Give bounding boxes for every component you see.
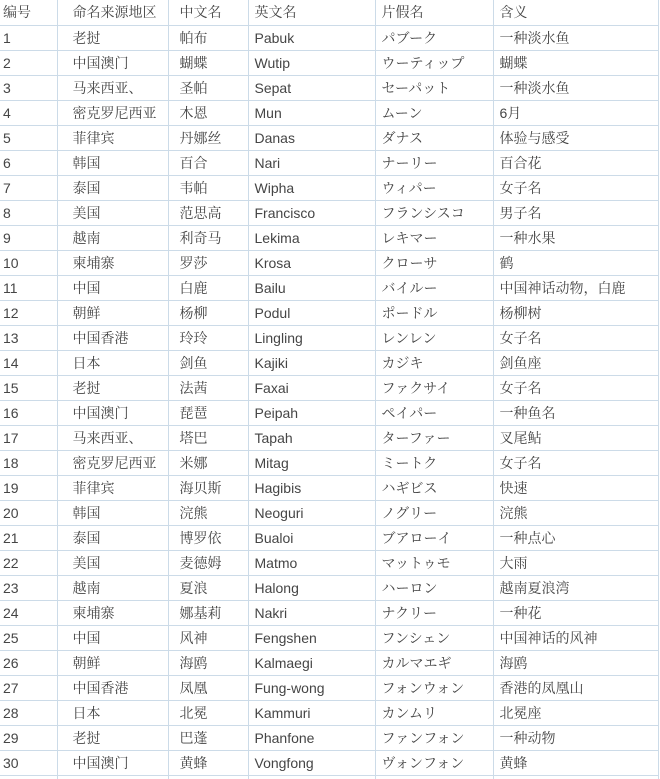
cell-region: 日本 xyxy=(57,700,168,725)
cell-en: Sepat xyxy=(248,75,375,100)
cell-meaning: 叉尾鲇 xyxy=(493,425,658,450)
cell-cn: 百合 xyxy=(168,150,248,175)
empty-cell xyxy=(248,775,375,779)
cell-meaning: 中国神话的风神 xyxy=(493,625,658,650)
cell-kana: ノグリー xyxy=(375,500,493,525)
table-row xyxy=(0,325,658,350)
table-row xyxy=(0,425,658,450)
cell-region: 美国 xyxy=(57,550,168,575)
cell-kana: ハギビス xyxy=(375,475,493,500)
column-header-no: 编号 xyxy=(0,0,57,25)
cell-meaning: 香港的凤凰山 xyxy=(493,675,658,700)
cell-cn: 浣熊 xyxy=(168,500,248,525)
cell-kana: ミートク xyxy=(375,450,493,475)
cell-no: 5 xyxy=(0,125,57,150)
table-row xyxy=(0,125,658,150)
cell-meaning: 女子名 xyxy=(493,450,658,475)
cell-kana: ダナス xyxy=(375,125,493,150)
cell-en: Vongfong xyxy=(248,750,375,775)
cell-no: 17 xyxy=(0,425,57,450)
cell-no: 21 xyxy=(0,525,57,550)
table-row xyxy=(0,150,658,175)
cell-no: 6 xyxy=(0,150,57,175)
cell-no: 13 xyxy=(0,325,57,350)
cell-region: 韩国 xyxy=(57,150,168,175)
table-row xyxy=(0,350,658,375)
cell-cn: 利奇马 xyxy=(168,225,248,250)
cell-kana: フォンウォン xyxy=(375,675,493,700)
cell-cn: 蝴蝶 xyxy=(168,50,248,75)
cell-cn: 琵琶 xyxy=(168,400,248,425)
cell-meaning: 百合花 xyxy=(493,150,658,175)
cell-meaning: 一种点心 xyxy=(493,525,658,550)
cell-meaning: 男子名 xyxy=(493,200,658,225)
cell-kana: ペイパー xyxy=(375,400,493,425)
table-row xyxy=(0,50,658,75)
cell-meaning: 女子名 xyxy=(493,375,658,400)
cell-meaning: 6月 xyxy=(493,100,658,125)
cell-meaning: 女子名 xyxy=(493,325,658,350)
cell-kana: ポードル xyxy=(375,300,493,325)
cell-en: Faxai xyxy=(248,375,375,400)
cell-en: Phanfone xyxy=(248,725,375,750)
cell-kana: フランシスコ xyxy=(375,200,493,225)
cell-cn: 丹娜丝 xyxy=(168,125,248,150)
cell-kana: ファクサイ xyxy=(375,375,493,400)
cell-kana: レキマー xyxy=(375,225,493,250)
cell-kana: ナクリー xyxy=(375,600,493,625)
cell-region: 中国 xyxy=(57,275,168,300)
cell-region: 越南 xyxy=(57,575,168,600)
cell-meaning: 快速 xyxy=(493,475,658,500)
cell-no: 25 xyxy=(0,625,57,650)
cell-meaning: 一种淡水鱼 xyxy=(493,75,658,100)
cell-kana: ナーリー xyxy=(375,150,493,175)
cell-region: 马来西亚、 xyxy=(57,75,168,100)
cell-region: 朝鲜 xyxy=(57,650,168,675)
column-header-region: 命名来源地区 xyxy=(57,0,168,25)
table-row xyxy=(0,750,658,775)
cell-region: 中国澳门 xyxy=(57,50,168,75)
cell-no: 14 xyxy=(0,350,57,375)
cell-en: Tapah xyxy=(248,425,375,450)
table-row xyxy=(0,250,658,275)
cell-cn: 罗莎 xyxy=(168,250,248,275)
cell-region: 日本 xyxy=(57,350,168,375)
cell-no: 28 xyxy=(0,700,57,725)
table-row xyxy=(0,75,658,100)
cell-cn: 法茜 xyxy=(168,375,248,400)
cell-kana: ウィパー xyxy=(375,175,493,200)
cell-no: 15 xyxy=(0,375,57,400)
cell-no: 29 xyxy=(0,725,57,750)
empty-cell xyxy=(493,775,658,779)
cell-en: Fung-wong xyxy=(248,675,375,700)
cell-region: 泰国 xyxy=(57,175,168,200)
cell-no: 30 xyxy=(0,750,57,775)
table-row xyxy=(0,675,658,700)
table-row xyxy=(0,725,658,750)
cell-en: Pabuk xyxy=(248,25,375,50)
cell-en: Hagibis xyxy=(248,475,375,500)
cell-no: 18 xyxy=(0,450,57,475)
cell-no: 20 xyxy=(0,500,57,525)
cell-no: 24 xyxy=(0,600,57,625)
cell-cn: 黄蜂 xyxy=(168,750,248,775)
cell-cn: 塔巴 xyxy=(168,425,248,450)
empty-cell xyxy=(57,775,168,779)
cell-kana: ハーロン xyxy=(375,575,493,600)
cell-kana: フンシェン xyxy=(375,625,493,650)
cell-meaning: 剑鱼座 xyxy=(493,350,658,375)
cell-en: Mun xyxy=(248,100,375,125)
cell-region: 中国 xyxy=(57,625,168,650)
cell-region: 泰国 xyxy=(57,525,168,550)
cell-no: 19 xyxy=(0,475,57,500)
cell-meaning: 一种花 xyxy=(493,600,658,625)
table-row xyxy=(0,625,658,650)
cell-region: 老挝 xyxy=(57,25,168,50)
cell-region: 马来西亚、 xyxy=(57,425,168,450)
cell-kana: カジキ xyxy=(375,350,493,375)
cell-no: 22 xyxy=(0,550,57,575)
cell-cn: 北冕 xyxy=(168,700,248,725)
header-row xyxy=(0,0,658,25)
cell-cn: 博罗依 xyxy=(168,525,248,550)
cell-en: Neoguri xyxy=(248,500,375,525)
cell-no: 26 xyxy=(0,650,57,675)
table-row xyxy=(0,650,658,675)
cell-kana: ファンフォン xyxy=(375,725,493,750)
cell-cn: 凤凰 xyxy=(168,675,248,700)
cell-cn: 夏浪 xyxy=(168,575,248,600)
cell-cn: 圣帕 xyxy=(168,75,248,100)
table-row xyxy=(0,600,658,625)
cell-en: Wipha xyxy=(248,175,375,200)
cell-meaning: 大雨 xyxy=(493,550,658,575)
column-header-cn: 中文名 xyxy=(168,0,248,25)
cell-meaning: 海鸥 xyxy=(493,650,658,675)
cell-no: 23 xyxy=(0,575,57,600)
table-row xyxy=(0,375,658,400)
cell-cn: 剑鱼 xyxy=(168,350,248,375)
cell-en: Matmo xyxy=(248,550,375,575)
cell-en: Krosa xyxy=(248,250,375,275)
cell-cn: 海鸥 xyxy=(168,650,248,675)
cell-cn: 海贝斯 xyxy=(168,475,248,500)
cell-meaning: 黄蜂 xyxy=(493,750,658,775)
cell-region: 朝鲜 xyxy=(57,300,168,325)
cell-no: 12 xyxy=(0,300,57,325)
cell-no: 7 xyxy=(0,175,57,200)
table-row xyxy=(0,225,658,250)
cell-en: Lingling xyxy=(248,325,375,350)
cell-kana: レンレン xyxy=(375,325,493,350)
partial-row xyxy=(0,775,658,779)
cell-en: Fengshen xyxy=(248,625,375,650)
cell-cn: 娜基莉 xyxy=(168,600,248,625)
table-row xyxy=(0,700,658,725)
cell-cn: 玲玲 xyxy=(168,325,248,350)
column-header-en: 英文名 xyxy=(248,0,375,25)
cell-en: Bualoi xyxy=(248,525,375,550)
cell-en: Kalmaegi xyxy=(248,650,375,675)
cell-en: Nari xyxy=(248,150,375,175)
cell-kana: カルマエギ xyxy=(375,650,493,675)
cell-region: 美国 xyxy=(57,200,168,225)
cell-en: Danas xyxy=(248,125,375,150)
cell-cn: 帕布 xyxy=(168,25,248,50)
cell-meaning: 女子名 xyxy=(493,175,658,200)
cell-region: 中国香港 xyxy=(57,325,168,350)
cell-region: 柬埔寨 xyxy=(57,600,168,625)
cell-meaning: 一种鱼名 xyxy=(493,400,658,425)
table-row xyxy=(0,550,658,575)
table-row xyxy=(0,450,658,475)
cell-en: Peipah xyxy=(248,400,375,425)
cell-en: Podul xyxy=(248,300,375,325)
cell-cn: 风神 xyxy=(168,625,248,650)
table-row xyxy=(0,275,658,300)
cell-region: 中国澳门 xyxy=(57,750,168,775)
cell-region: 中国澳门 xyxy=(57,400,168,425)
cell-region: 越南 xyxy=(57,225,168,250)
cell-meaning: 北冕座 xyxy=(493,700,658,725)
cell-kana: カンムリ xyxy=(375,700,493,725)
cell-cn: 韦帕 xyxy=(168,175,248,200)
cell-kana: ウーティップ xyxy=(375,50,493,75)
cell-kana: パブーク xyxy=(375,25,493,50)
cell-no: 4 xyxy=(0,100,57,125)
table-row xyxy=(0,500,658,525)
cell-region: 菲律宾 xyxy=(57,125,168,150)
cell-region: 韩国 xyxy=(57,500,168,525)
cell-region: 密克罗尼西亚 xyxy=(57,100,168,125)
cell-region: 老挝 xyxy=(57,725,168,750)
cell-meaning: 一种淡水鱼 xyxy=(493,25,658,50)
cell-kana: セーパット xyxy=(375,75,493,100)
cell-meaning: 浣熊 xyxy=(493,500,658,525)
cell-kana: ターファー xyxy=(375,425,493,450)
table-row xyxy=(0,25,658,50)
cell-region: 老挝 xyxy=(57,375,168,400)
cell-kana: ムーン xyxy=(375,100,493,125)
table-row xyxy=(0,100,658,125)
table-row xyxy=(0,300,658,325)
cell-region: 中国香港 xyxy=(57,675,168,700)
cell-en: Wutip xyxy=(248,50,375,75)
cell-en: Francisco xyxy=(248,200,375,225)
cell-kana: ヴォンフォン xyxy=(375,750,493,775)
empty-cell xyxy=(375,775,493,779)
cell-no: 2 xyxy=(0,50,57,75)
cell-no: 10 xyxy=(0,250,57,275)
table-row xyxy=(0,575,658,600)
table-row xyxy=(0,525,658,550)
cell-en: Bailu xyxy=(248,275,375,300)
cell-cn: 杨柳 xyxy=(168,300,248,325)
cell-no: 3 xyxy=(0,75,57,100)
cell-no: 8 xyxy=(0,200,57,225)
table-row xyxy=(0,475,658,500)
cell-cn: 木恩 xyxy=(168,100,248,125)
table-row xyxy=(0,175,658,200)
table-row xyxy=(0,400,658,425)
cell-no: 9 xyxy=(0,225,57,250)
cell-kana: マットゥモ xyxy=(375,550,493,575)
cell-en: Kammuri xyxy=(248,700,375,725)
cell-no: 1 xyxy=(0,25,57,50)
cell-cn: 范思高 xyxy=(168,200,248,225)
cell-cn: 麦德姆 xyxy=(168,550,248,575)
empty-cell xyxy=(168,775,248,779)
cell-kana: ブアローイ xyxy=(375,525,493,550)
cell-meaning: 一种动物 xyxy=(493,725,658,750)
cell-no: 11 xyxy=(0,275,57,300)
cell-en: Lekima xyxy=(248,225,375,250)
cell-region: 密克罗尼西亚 xyxy=(57,450,168,475)
cell-meaning: 蝴蝶 xyxy=(493,50,658,75)
cell-en: Kajiki xyxy=(248,350,375,375)
cell-kana: バイルー xyxy=(375,275,493,300)
empty-cell xyxy=(0,775,57,779)
cell-region: 柬埔寨 xyxy=(57,250,168,275)
cell-en: Nakri xyxy=(248,600,375,625)
cell-no: 16 xyxy=(0,400,57,425)
table-row xyxy=(0,200,658,225)
cell-meaning: 中国神话动物，白鹿 xyxy=(493,275,658,300)
cell-cn: 白鹿 xyxy=(168,275,248,300)
cell-meaning: 体验与感受 xyxy=(493,125,658,150)
cell-cn: 巴蓬 xyxy=(168,725,248,750)
cell-region: 菲律宾 xyxy=(57,475,168,500)
cell-meaning: 杨柳树 xyxy=(493,300,658,325)
cell-kana: クローサ xyxy=(375,250,493,275)
cell-meaning: 一种水果 xyxy=(493,225,658,250)
cell-no: 27 xyxy=(0,675,57,700)
cell-meaning: 越南夏浪湾 xyxy=(493,575,658,600)
table-body xyxy=(0,25,658,779)
cell-en: Halong xyxy=(248,575,375,600)
cell-en: Mitag xyxy=(248,450,375,475)
column-header-kana: 片假名 xyxy=(375,0,493,25)
cell-meaning: 鹤 xyxy=(493,250,658,275)
column-header-meaning: 含义 xyxy=(493,0,658,25)
cell-cn: 米娜 xyxy=(168,450,248,475)
